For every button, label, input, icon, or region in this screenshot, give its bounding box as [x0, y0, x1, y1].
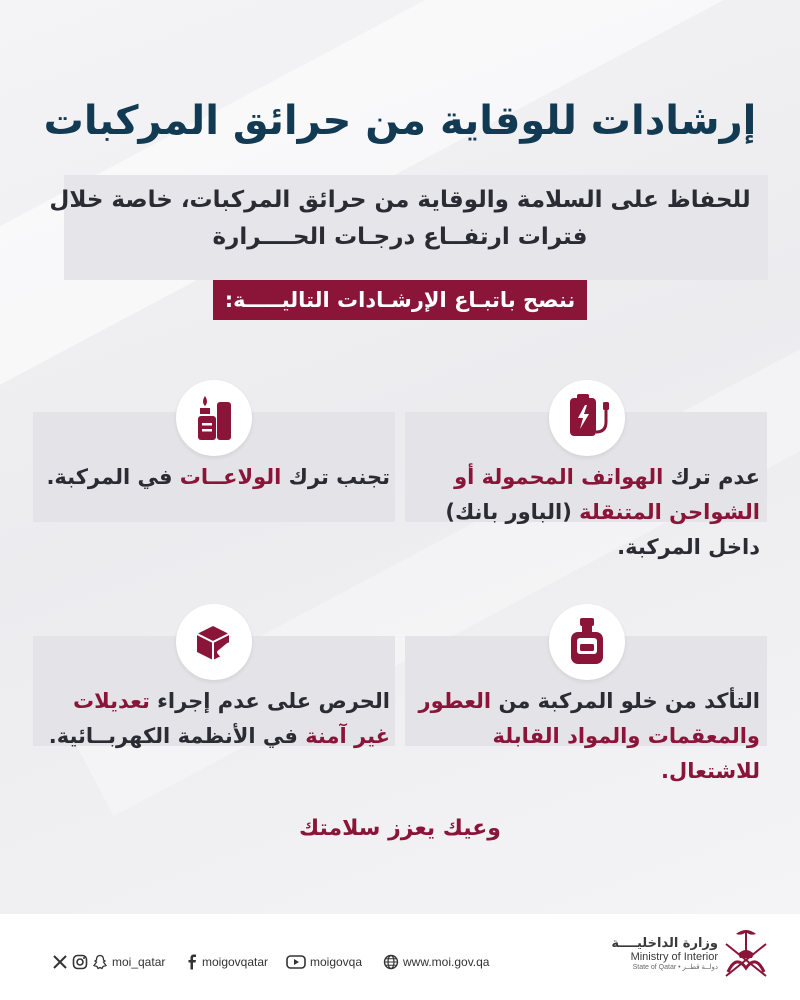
social-group-facebook[interactable] — [186, 952, 268, 972]
social-handle[interactable]: moi_qatar — [112, 955, 166, 969]
tip-post: في المركبة. — [46, 465, 180, 489]
tip-highlight: الولاعــات — [179, 465, 282, 489]
instagram-icon[interactable] — [72, 954, 88, 970]
tip-highlight: العطور والمعقمات والمواد القابلة للاشتعال. — [418, 689, 760, 783]
social-handle[interactable]: moigovqatar — [202, 955, 269, 969]
tip-post: (الباور بانك) داخل المركبة. — [445, 500, 760, 559]
globe-icon[interactable] — [383, 954, 399, 970]
tip-post: في الأنظمة الكهربــائية. — [48, 724, 306, 748]
brand-name-arabic: وزارة الداخليــــة — [611, 936, 718, 951]
tip-pre: التأكد من خلو المركبة من — [491, 689, 760, 713]
brand-name-english: Ministry of Interior — [630, 951, 718, 963]
tip-text-perfume — [400, 684, 760, 789]
perfume-bottle-icon — [549, 604, 625, 680]
tip-pre: تجنب ترك — [281, 465, 390, 489]
lighter-icon — [176, 380, 252, 456]
tip-highlight: الهواتف المحمولة أو الشواحن المتنقلة — [454, 465, 760, 524]
social-handle[interactable]: www.moi.gov.qa — [403, 955, 490, 969]
tip-pre: عدم ترك — [663, 465, 760, 489]
qatar-emblem-icon — [722, 924, 770, 982]
ministry-brand — [608, 936, 718, 971]
electrical-tape-icon — [176, 604, 252, 680]
youtube-icon[interactable] — [286, 954, 306, 970]
tip-pre: الحرص على عدم إجراء — [149, 689, 390, 713]
facebook-icon[interactable] — [186, 954, 198, 970]
social-group-moi-qatar[interactable] — [52, 952, 165, 972]
tip-text-lighter — [30, 460, 390, 495]
social-group-youtube[interactable] — [286, 952, 362, 972]
social-handle[interactable]: moigovqa — [310, 955, 363, 969]
page-title: إرشادات للوقاية من حرائق المركبات — [43, 98, 757, 144]
x-icon[interactable] — [52, 954, 68, 970]
closing-slogan: وعيك يعزز سلامتك — [299, 816, 501, 841]
power-bank-icon — [549, 380, 625, 456]
snapchat-icon[interactable] — [92, 954, 108, 970]
tip-highlight: تعديلات غير آمنة — [73, 689, 390, 748]
tip-text-electrical — [30, 684, 390, 754]
brand-state-label: State of Qatar • دولــة قطــر — [632, 964, 718, 971]
tip-text-power-bank — [400, 460, 760, 565]
guidelines-banner: ننصح باتبـاع الإرشـادات التاليـــــة: — [213, 280, 587, 320]
social-group-website[interactable] — [383, 952, 489, 972]
intro-text: للحفاظ على السلامة والوقاية من حرائق المركبات، خاصة خلال فترات ارتفــاع درجـات الحــــرارة — [49, 187, 751, 250]
